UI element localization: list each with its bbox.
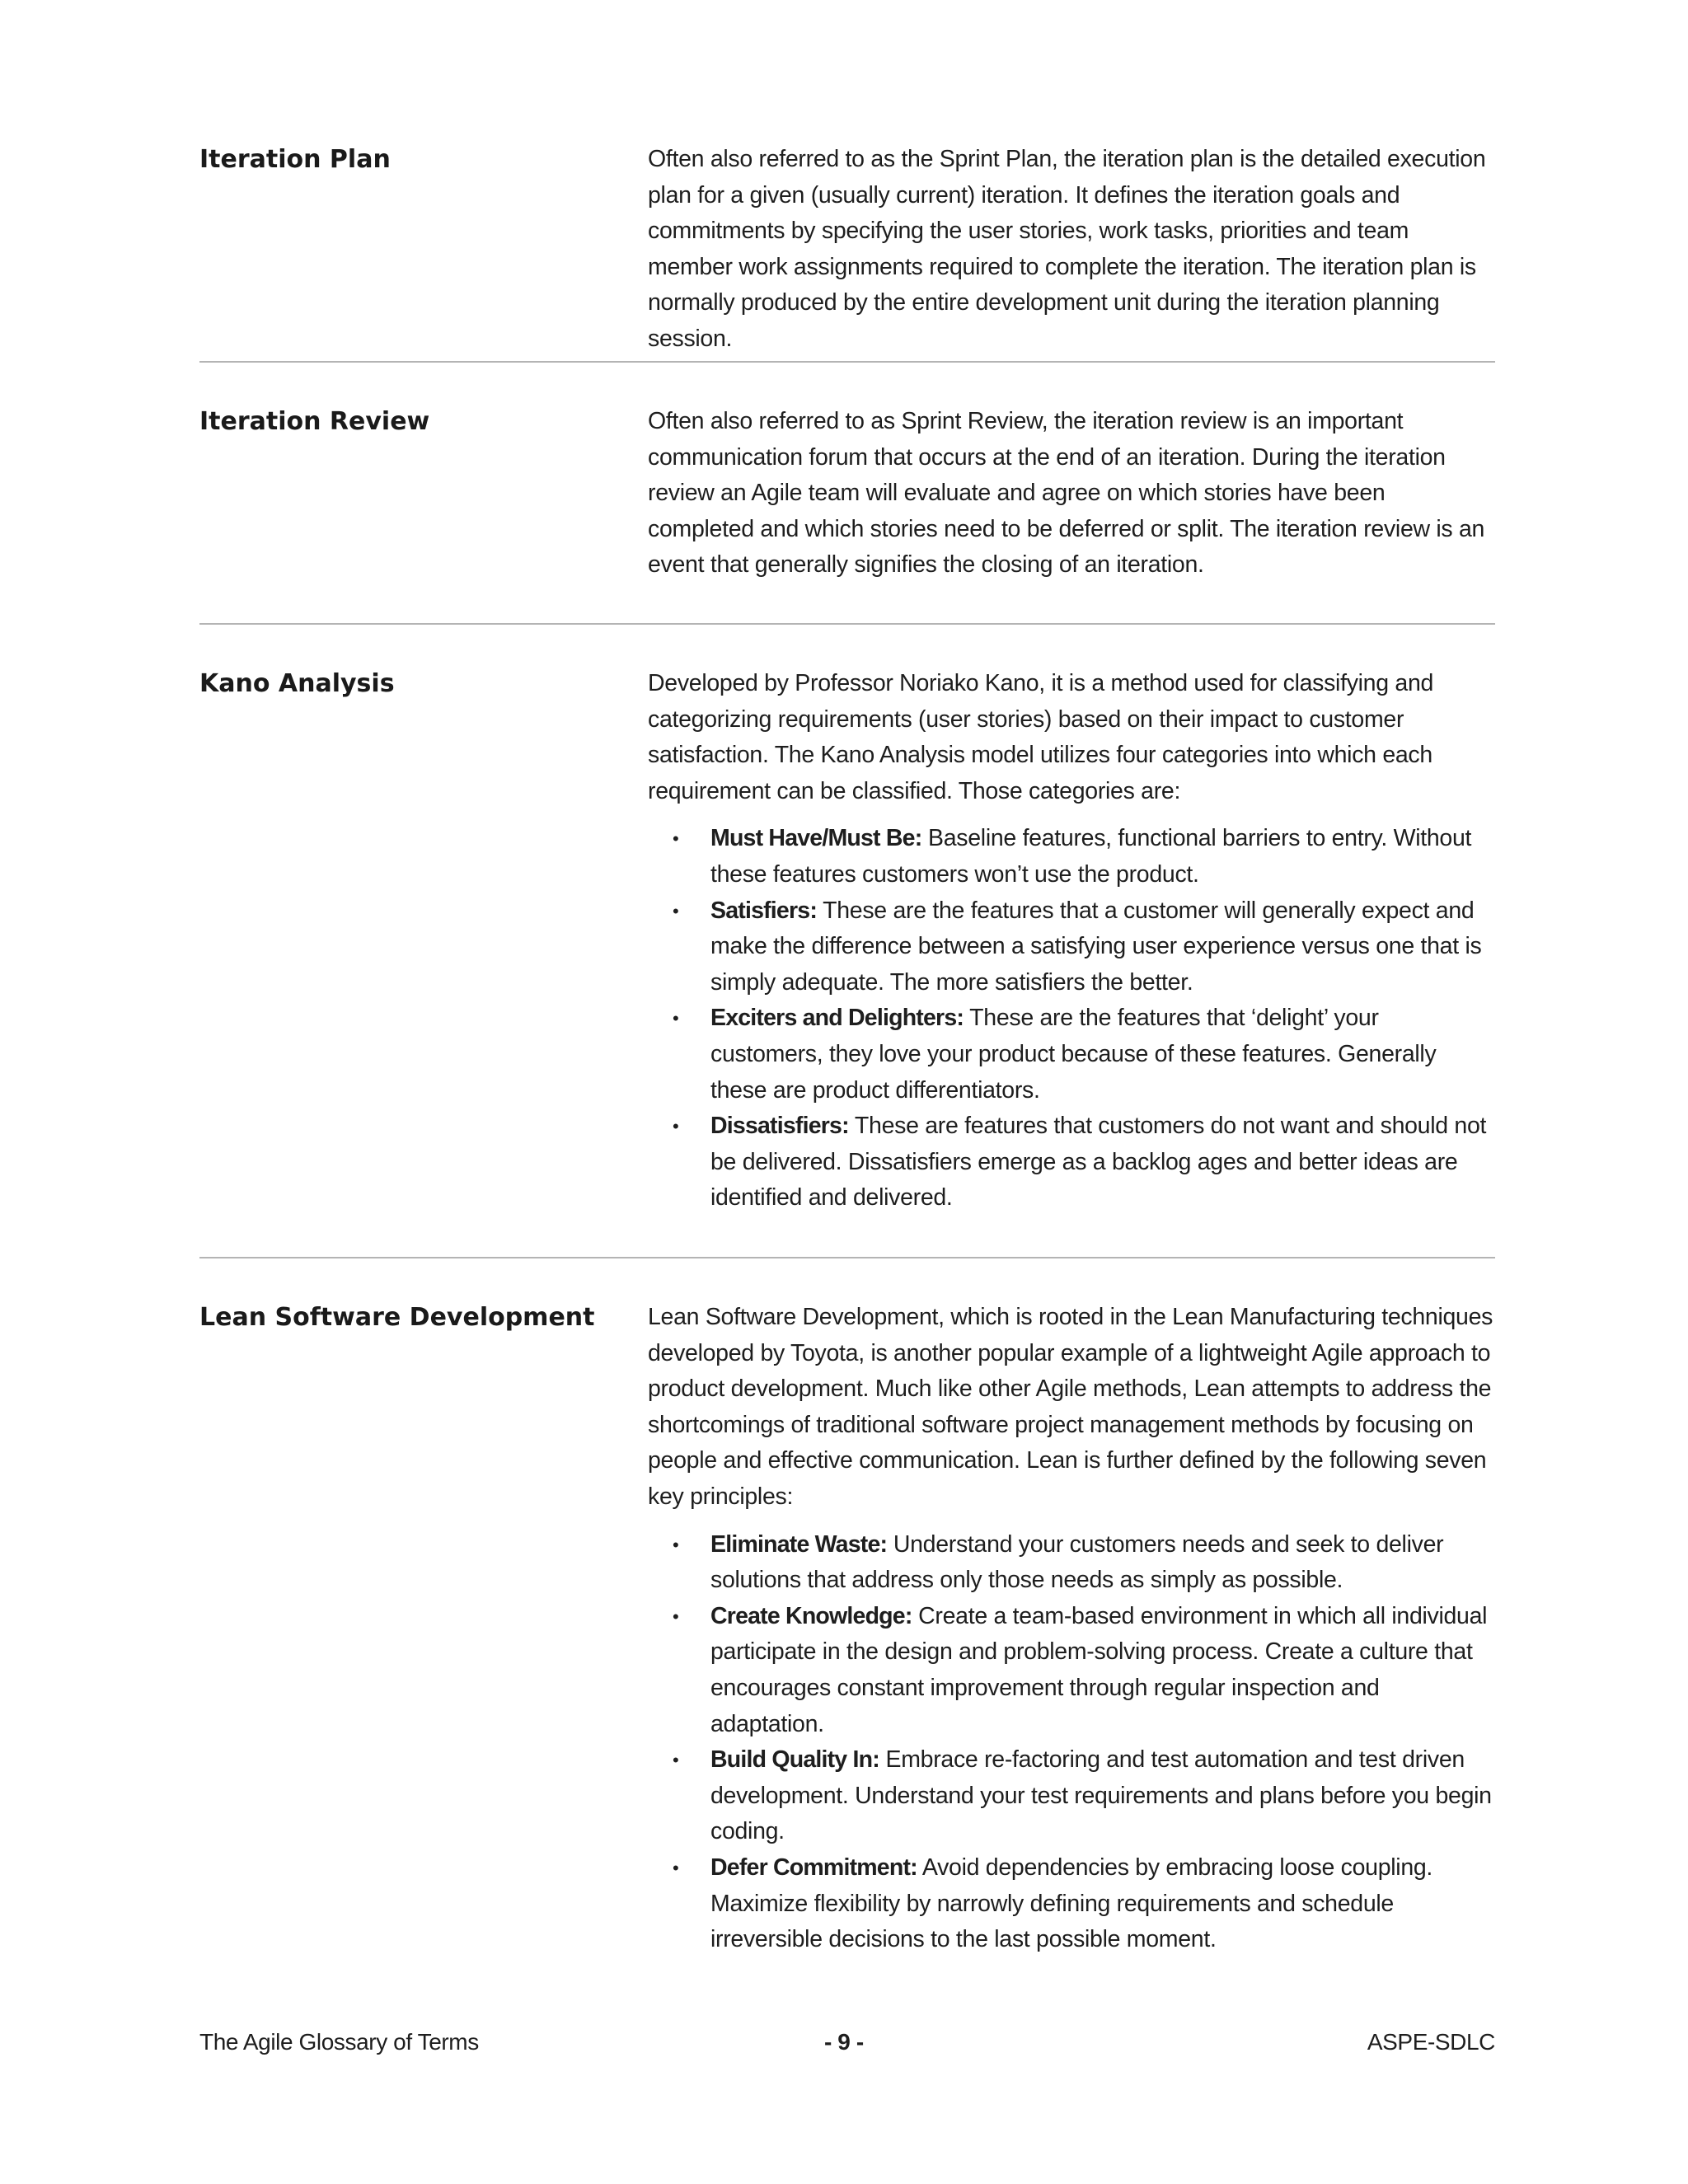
- bullet-label: Exciters and Delighters:: [710, 1005, 964, 1032]
- bullet-text: Avoid dependencies by embracing loose coupling. Maximize flexibility by narrowly defining requirements and schedule irreversible decisions to the last possible moment.: [710, 1854, 1433, 1953]
- bullet-icon: •: [673, 1534, 679, 1555]
- bullet-text: These are features that customers do not want and should not be delivered. Dissatisfiers emerge as a backlog ages and better ideas are identified and delivered.: [710, 1113, 1487, 1212]
- bullet-label: Eliminate Waste:: [710, 1530, 888, 1558]
- footer-document-title: The Agile Glossary of Terms: [199, 2029, 479, 2055]
- bullet-icon: •: [673, 900, 679, 921]
- list-item: [673, 893, 1497, 1001]
- bullet-text: These are the features that ‘delight’ your customers, they love your product because of these features. Generally these are product differentiators.: [710, 1005, 1437, 1104]
- footer-publisher: ASPE-SDLC: [1367, 2029, 1495, 2055]
- term-heading: Iteration Plan: [199, 145, 391, 174]
- term-definition: [648, 404, 1497, 583]
- bullet-icon: •: [673, 828, 679, 850]
- bullet-icon: •: [673, 1116, 679, 1137]
- footer-page-number: - 9 -: [824, 2029, 864, 2055]
- definition-paragraph: Often also referred to as the Sprint Plan, the iteration plan is the detailed execution plan for a given (usually current) iteration. It defines the iteration goals and commitments by specifying the user stories, work tasks, priorities and team member work assignments required to complete the iteration. The iteration plan is normally produced by the entire development unit during the iteration planning session.: [648, 146, 1486, 352]
- bullet-text: Embrace re-factoring and test automation and test driven development. Understand your test requirements and plans before you begin coding.: [710, 1746, 1492, 1845]
- bullet-label: Dissatisfiers:: [710, 1113, 849, 1140]
- definition-paragraph: Lean Software Development, which is rooted in the Lean Manufacturing techniques developed by Toyota, is another popular example of a lightweight Agile approach to product development. Much like other Agile methods, Lean attempts to address the shortcomings of traditional software project management methods by focusing on people and effective communication. Lean is further defined by the following seven key principles:: [648, 1304, 1493, 1510]
- bullet-label: Satisfiers:: [710, 897, 818, 924]
- list-item: [673, 1742, 1497, 1850]
- section-divider: [199, 623, 1495, 625]
- bullet-label: Create Knowledge:: [710, 1602, 912, 1629]
- list-item: [673, 1527, 1497, 1599]
- bullet-icon: •: [673, 1605, 679, 1627]
- bullet-icon: •: [673, 1750, 679, 1771]
- term-definition: [648, 142, 1497, 358]
- section-divider: [199, 361, 1495, 363]
- bullet-icon: •: [673, 1008, 679, 1029]
- bullet-label: Must Have/Must Be:: [710, 825, 922, 852]
- bullet-label: Defer Commitment:: [710, 1854, 917, 1881]
- list-item: [673, 1850, 1497, 1958]
- term-heading: Lean Software Development: [199, 1303, 595, 1332]
- term-definition: [648, 666, 1497, 1216]
- bullet-text: Baseline features, functional barriers to entry. Without these features customers won’t use the product.: [710, 825, 1472, 888]
- bullet-list: [648, 821, 1497, 1216]
- term-heading: Kano Analysis: [199, 669, 395, 698]
- bullet-list: [648, 1527, 1497, 1958]
- bullet-icon: •: [673, 1857, 679, 1878]
- section-divider: [199, 1257, 1495, 1258]
- definition-paragraph: Developed by Professor Noriako Kano, it is a method used for classifying and categorizing requirements (user stories) based on their impact to customer satisfaction. The Kano Analysis model utilizes four categories into which each requirement can be classified. Those categories are:: [648, 670, 1434, 804]
- bullet-label: Build Quality In:: [710, 1746, 879, 1774]
- list-item: [673, 1599, 1497, 1742]
- bullet-text: These are the features that a customer will generally expect and make the difference between a satisfying user experience versus one that is simply adequate. The more satisfiers the better.: [710, 897, 1482, 996]
- term-definition: [648, 1300, 1497, 1958]
- definition-paragraph: Often also referred to as Sprint Review, the iteration review is an important communication forum that occurs at the end of an iteration. During the iteration review an Agile team will evaluate and agree on which stories have been completed and which stories need to be deferred or split. The iteration review is an event that generally signifies the closing of an iteration.: [648, 408, 1485, 579]
- bullet-text: Understand your customers needs and seek to deliver solutions that address only those needs as simply as possible.: [710, 1530, 1444, 1594]
- list-item: [673, 1108, 1497, 1216]
- list-item: [673, 1001, 1497, 1108]
- list-item: [673, 821, 1497, 893]
- bullet-text: Create a team-based environment in which all individual participate in the design and problem-solving process. Create a culture that encourages constant improvement through regular inspection and adaptation.: [710, 1602, 1488, 1737]
- term-heading: Iteration Review: [199, 407, 430, 436]
